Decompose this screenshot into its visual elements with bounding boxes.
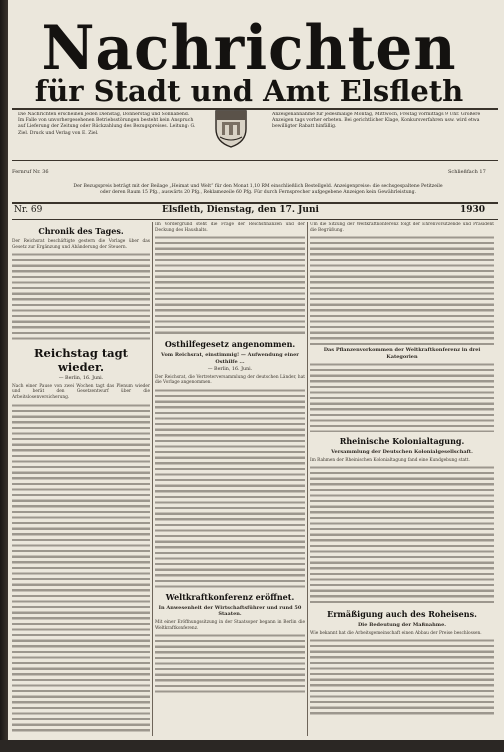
- dateline-rule-bottom: [12, 219, 498, 220]
- text-block: [12, 252, 150, 342]
- issue-date: Elsfleth, Dienstag, den 17. Juni: [162, 205, 319, 215]
- subscription-notice: Der Bezugspreis beträgt mit der Beilage „Heimat und Welt“ für den Monat 1,10 RM einschließlich Bestellgeld. Anzeigenpreise: die sechsgespaltene Petitzeile oder deren Raum 15 Pfg., auswärts 20 Pfg., Reklamezeile 60 Pfg. Für durch Fernsprecher aufgegebene Anzeigen kein Gewährleistung.: [73, 184, 443, 195]
- dateline-osthilfe: — Berlin, 16. Juni.: [207, 367, 253, 373]
- masthead-subtitle: für Stadt und Amt Elsfleth: [34, 74, 464, 108]
- scan-background: [0, 740, 504, 752]
- headline-osthilfe: Osthilfegesetz angenommen.: [164, 339, 296, 350]
- weltkraft-text: Mit einer Eröffnungssitzung in der Staatsoper begann in Berlin die Weltkraftkonferenz.: [155, 619, 305, 631]
- subheading-categories: Das Pflanzenvorkommen der Weltkraftkonferenz in drei Kategorien: [323, 347, 481, 360]
- header-left-notice: Die Nachrichten erscheinen jeden Dienstag, Donnerstag und Sonnabend. Im Falle von unvorhergesehenen Betriebsstörungen besteht kein Anspruch auf Lieferung der Zeitung oder Rückzahlung des Bezugspreises. Leitung: G. Ziel. Druck und Verlag von E. Ziel.: [18, 112, 196, 136]
- issue-year: 1930: [460, 205, 486, 215]
- reichstag-text: Nach einer Pause von zwei Wochen tagt das Plenum wieder und berät den Gesetzentwurf über die Arbeitslosenversicherung.: [12, 383, 150, 400]
- column-2: [155, 222, 305, 738]
- text-block: [310, 638, 494, 718]
- intro-text: Im Vordergrund steht die Frage der Reichsfinanzen und der Deckung des Haushalts.: [155, 222, 305, 233]
- text-block: [310, 235, 494, 345]
- column-1: [12, 222, 150, 738]
- weltkraft-continued-text: Um die Sitzung der Weltkraftkonferenz folgt der Ehrenvorsitzende und Präsident die Begrüßung.: [310, 222, 494, 233]
- subheading-weltkraft: In Anwesenheit der Wirtschaftsführer und rund 50 Staaten.: [158, 604, 302, 618]
- text-block: [310, 362, 494, 432]
- subheading-osthilfe: Vom Reichsrat, einstimmig! — Aufwendung einer Osthilfe ...: [161, 352, 299, 365]
- headline-reichstag: Reichstag tagt wieder.: [33, 346, 128, 375]
- column-divider: [152, 222, 153, 736]
- headline-weltkraft: Weltkraftkonferenz eröffnet.: [165, 591, 295, 602]
- dateline: [12, 204, 498, 218]
- header-rule-top: [12, 108, 498, 110]
- text-block: [155, 235, 305, 335]
- masthead-title: Nachrichten: [41, 12, 457, 84]
- text-block: [155, 633, 305, 693]
- page-binding: [0, 0, 8, 752]
- newspaper-page: [8, 0, 504, 740]
- schliessfach-label: Schließfach 17: [448, 169, 486, 175]
- column-3: [310, 222, 494, 738]
- roheisen-text: Wie bekannt hat die Arbeitsgemeinschaft einen Abbau der Preise beschlossen.: [310, 630, 482, 636]
- fernruf-label: Fernruf Nr. 36: [12, 169, 49, 175]
- header-right-notice: Anzeigenannahme für jedesmalige Montag, Mittwoch, Freitag vormittags 9 Uhr. Größere Anzeigen tags vorher erbeten. Bei gerichtlicher Klage, Konkursverfahren usw. wird etwa bewilligter Rabatt hinfällig.: [272, 112, 481, 130]
- osthilfe-text: Der Reichsrat, die Vertreterversammlung der deutschen Länder, hat die Vorlage angenommen.: [155, 374, 305, 386]
- headline-kolonialtagung: Rheinische Kolonialtagung.: [339, 436, 465, 447]
- header-rule-bottom: [12, 160, 498, 161]
- text-block: [310, 465, 494, 605]
- subheading-roheisen: Die Bedeutung der Maßnahme.: [357, 622, 447, 629]
- headline-chronik: Chronik des Tages.: [38, 226, 124, 236]
- text-block: [155, 388, 305, 588]
- headline-roheisen: Ermäßigung auch des Roheisens.: [327, 609, 477, 620]
- dateline-reichstag: — Berlin, 16. Juni.: [58, 376, 104, 382]
- chronik-text: Der Reichsrat beschäftigte gestern die Vorlage über das Gesetz zur Ergänzung und Abänderung der Steuern.: [12, 239, 150, 250]
- kolonialtagung-text: Im Rahmen der Rheinischen Kolonialtagung fand eine Kundgebung statt.: [310, 457, 470, 463]
- subheading-kolonialtagung: Versammlung der Deutschen Kolonialgesellschaft.: [331, 449, 473, 456]
- coat-of-arms-icon: [213, 109, 249, 149]
- issue-number: Nr. 69: [14, 205, 43, 215]
- column-divider: [307, 222, 308, 736]
- text-block: [12, 403, 150, 733]
